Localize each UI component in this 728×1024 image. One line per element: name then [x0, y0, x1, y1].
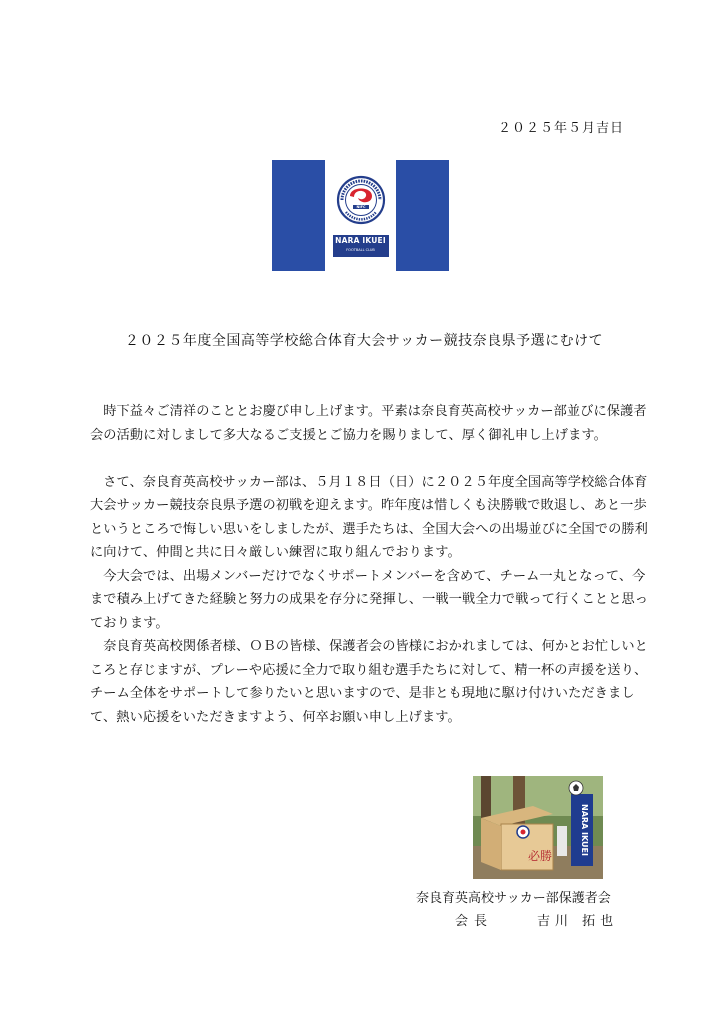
flag-right-band — [396, 160, 449, 271]
shrine-plaque-image — [473, 776, 603, 879]
signature-line — [455, 910, 618, 929]
paragraph-request: 奈良育英高校関係者様、ＯＢの皆様、保護者会の皆様におかれましては、何かとお忙しいところと存じますが、プレーや応援に全力で取り組む選手たちに対して、精一杯の声援を送り、チーム全体をサポートして参りたいと思いますので、是非とも現地に駆け付けいただきまして、熱い応援をいただきますよう、何卒お願い申し上げます。 — [90, 639, 648, 725]
document-title: ２０２５年度全国高等学校総合体育大会サッカー競技奈良県予選にむけて — [124, 333, 604, 349]
document-body — [90, 400, 650, 729]
flag-left-band — [272, 160, 325, 271]
signature-person: 吉川 拓也 — [537, 914, 619, 929]
club-crest-icon — [336, 174, 386, 226]
paragraph-team-resolve: 今大会では、出場メンバーだけでなくサポートメンバーを含めて、チーム一丸となって、今まで積み上げてきた経験と努力の成果を存分に発揮し、一戦一戦全力で戦って行くことと思っております。 — [90, 568, 649, 631]
shrine-photo — [473, 776, 603, 879]
crest-monogram: NIFC — [356, 205, 365, 210]
club-name-bar — [333, 235, 389, 257]
club-name-text: NARA IKUEI — [335, 236, 386, 245]
club-flag — [272, 160, 449, 271]
signature-role: 会長 — [455, 914, 494, 929]
paragraph-greeting: 時下益々ご清祥のこととお慶び申し上げます。平素は奈良育英高校サッカー部並びに保護者会の活動に対しまして多大なるご支援とご協力を賜りまして、厚く御礼申し上げます。 — [90, 404, 647, 443]
plaque-text: 必勝 — [528, 849, 553, 863]
banner-text: NARA IKUEI — [580, 804, 589, 856]
signature-organization: 奈良育英高校サッカー部保護者会 — [416, 891, 611, 906]
paragraph-match-info: さて、奈良育英高校サッカー部は、５月１８日（日）に２０２５年度全国高等学校総合体育大会サッカー競技奈良県予選の初戦を迎えます。昨年度は惜しくも決勝戦で敗退し、あと一歩というところで悔しい思いをしましたが、選手たちは、全国大会への出場並びに全国での勝利に向けて、仲間と共に日々厳しい練習に取り組んでおります。 — [90, 474, 648, 560]
club-subtitle-text: FOOTBALL CLUB — [346, 248, 375, 252]
flag-center — [325, 160, 396, 271]
document-date: ２０２５年５月吉日 — [497, 121, 624, 136]
